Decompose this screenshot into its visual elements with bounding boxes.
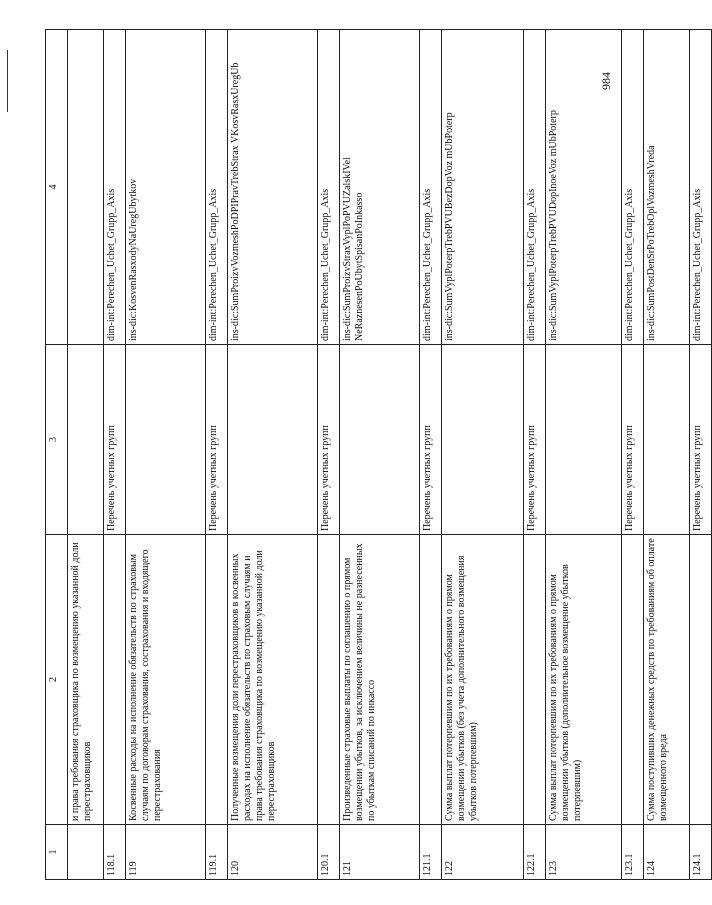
row-code-cell: dim-int:Perechen_Uchet_Grupp_Axis: [206, 30, 228, 345]
row-type-cell: [68, 345, 104, 535]
row-number-cell: 123.1: [622, 825, 644, 880]
row-type-cell: [546, 345, 622, 535]
table-row: [126, 30, 206, 880]
row-number-cell: 118.1: [104, 825, 126, 880]
row-type-cell: [228, 345, 318, 535]
requisites-table: [45, 29, 712, 880]
row-number-cell: 124.1: [690, 825, 712, 880]
row-type-cell: Перечень учетных групп: [622, 345, 644, 535]
row-code-cell: ins-dic:KosvenRasxodyNaUregUbytkov: [126, 30, 206, 345]
table-row: [340, 30, 420, 880]
page-number: 984: [599, 72, 613, 90]
row-type-cell: Перечень учетных групп: [104, 345, 126, 535]
row-type-cell: [644, 345, 690, 535]
table-row: [104, 30, 126, 880]
row-name-cell: [420, 535, 442, 825]
row-code-cell: dim-int:Perechen_Uchet_Grupp_Axis: [420, 30, 442, 345]
table-row: [690, 30, 712, 880]
table-row: [524, 30, 546, 880]
header-col-3: 3: [46, 345, 68, 535]
row-number-cell: 122: [442, 825, 524, 880]
row-name-cell: [104, 535, 126, 825]
row-number-cell: 120: [228, 825, 318, 880]
header-col-1: 1: [46, 825, 68, 880]
row-name-cell: Произведенные страховые выплаты по соглашению о прямом возмещении убытков, за исключением величины не разнесенных по убыткам списаний по инкассо: [340, 535, 420, 825]
row-code-cell: dim-int:Perechen_Uchet_Grupp_Axis: [318, 30, 340, 345]
row-type-cell: Перечень учетных групп: [206, 345, 228, 535]
row-name-cell: [318, 535, 340, 825]
margin-line: [7, 50, 8, 112]
row-name-cell: Сумма выплат потерпевшим по их требованиям о прямом возмещении убытков (дополнительное возмещение убытков потерпевшим): [546, 535, 622, 825]
row-name-cell: Полученные возмещения доли перестраховщиков в косвенных расходах на исполнение обязательств по страховым случаям и права требования страховщика по возмещению указанной доли перестраховщиков: [228, 535, 318, 825]
row-name-cell: [206, 535, 228, 825]
row-code-cell: ins-dic:SumPostDenSrPoTrebOplVozmeshVreda: [644, 30, 690, 345]
table-row: [644, 30, 690, 880]
row-number-cell: 120.1: [318, 825, 340, 880]
row-code-cell: [68, 30, 104, 345]
table-row: [206, 30, 228, 880]
table-row: [546, 30, 622, 880]
row-number-cell: 121: [340, 825, 420, 880]
row-type-cell: Перечень учетных групп: [318, 345, 340, 535]
row-code-cell: dim-int:Perechen_Uchet_Grupp_Axis: [622, 30, 644, 345]
row-number-cell: [68, 825, 104, 880]
row-type-cell: Перечень учетных групп: [690, 345, 712, 535]
table-header-row: [46, 30, 68, 880]
row-name-cell: Косвенные расходы на исполнение обязательств по страховым случаям по договорам страхования, сострахования и входящего перестрахования: [126, 535, 206, 825]
table-row: [228, 30, 318, 880]
row-number-cell: 121.1: [420, 825, 442, 880]
row-type-cell: [340, 345, 420, 535]
header-col-4: 4: [46, 30, 68, 345]
row-code-cell: ins-dic:SumVyplPoterpTrebPVUDopInoeVoz mUbPoterp: [546, 30, 622, 345]
table-row: [622, 30, 644, 880]
row-number-cell: 123: [546, 825, 622, 880]
row-code-cell: ins-dic:SumProizvStraxVyplPoPVUZalskIVel NeRaznesenPoUbytSpisanPoInkasso: [340, 30, 420, 345]
table-row: [442, 30, 524, 880]
row-code-cell: dim-int:Perechen_Uchet_Grupp_Axis: [524, 30, 546, 345]
row-number-cell: 122.1: [524, 825, 546, 880]
table-row: [318, 30, 340, 880]
row-type-cell: [126, 345, 206, 535]
row-number-cell: 124: [644, 825, 690, 880]
row-code-cell: dim-int:Perechen_Uchet_Grupp_Axis: [690, 30, 712, 345]
row-type-cell: Перечень учетных групп: [524, 345, 546, 535]
row-code-cell: ins-dic:SumVyplPoterpTrebPVUBezDopVoz mUbPoterp: [442, 30, 524, 345]
row-number-cell: 119: [126, 825, 206, 880]
row-type-cell: Перечень учетных групп: [420, 345, 442, 535]
row-code-cell: ins-dic:SumProizvVozmeshPoDPIPravTrebStrax VKosvRasxUregUb: [228, 30, 318, 345]
row-name-cell: [690, 535, 712, 825]
table-body: [46, 30, 712, 880]
row-name-cell: [524, 535, 546, 825]
table-row: [68, 30, 104, 880]
row-type-cell: [442, 345, 524, 535]
row-name-cell: и права требования страховщика по возмещению указанной доли перестраховщиков: [68, 535, 104, 825]
table-row: [420, 30, 442, 880]
row-name-cell: [622, 535, 644, 825]
header-col-2: 2: [46, 535, 68, 825]
row-name-cell: Сумма выплат потерпевшим по их требованиям о прямом возмещении убытков (без учета дополнительного возмещения убытков потерпевшим): [442, 535, 524, 825]
row-number-cell: 119.1: [206, 825, 228, 880]
row-name-cell: Сумма поступивших денежных средств по требованиям об оплате возмещенного вреда: [644, 535, 690, 825]
row-code-cell: dim-int:Perechen_Uchet_Grupp_Axis: [104, 30, 126, 345]
